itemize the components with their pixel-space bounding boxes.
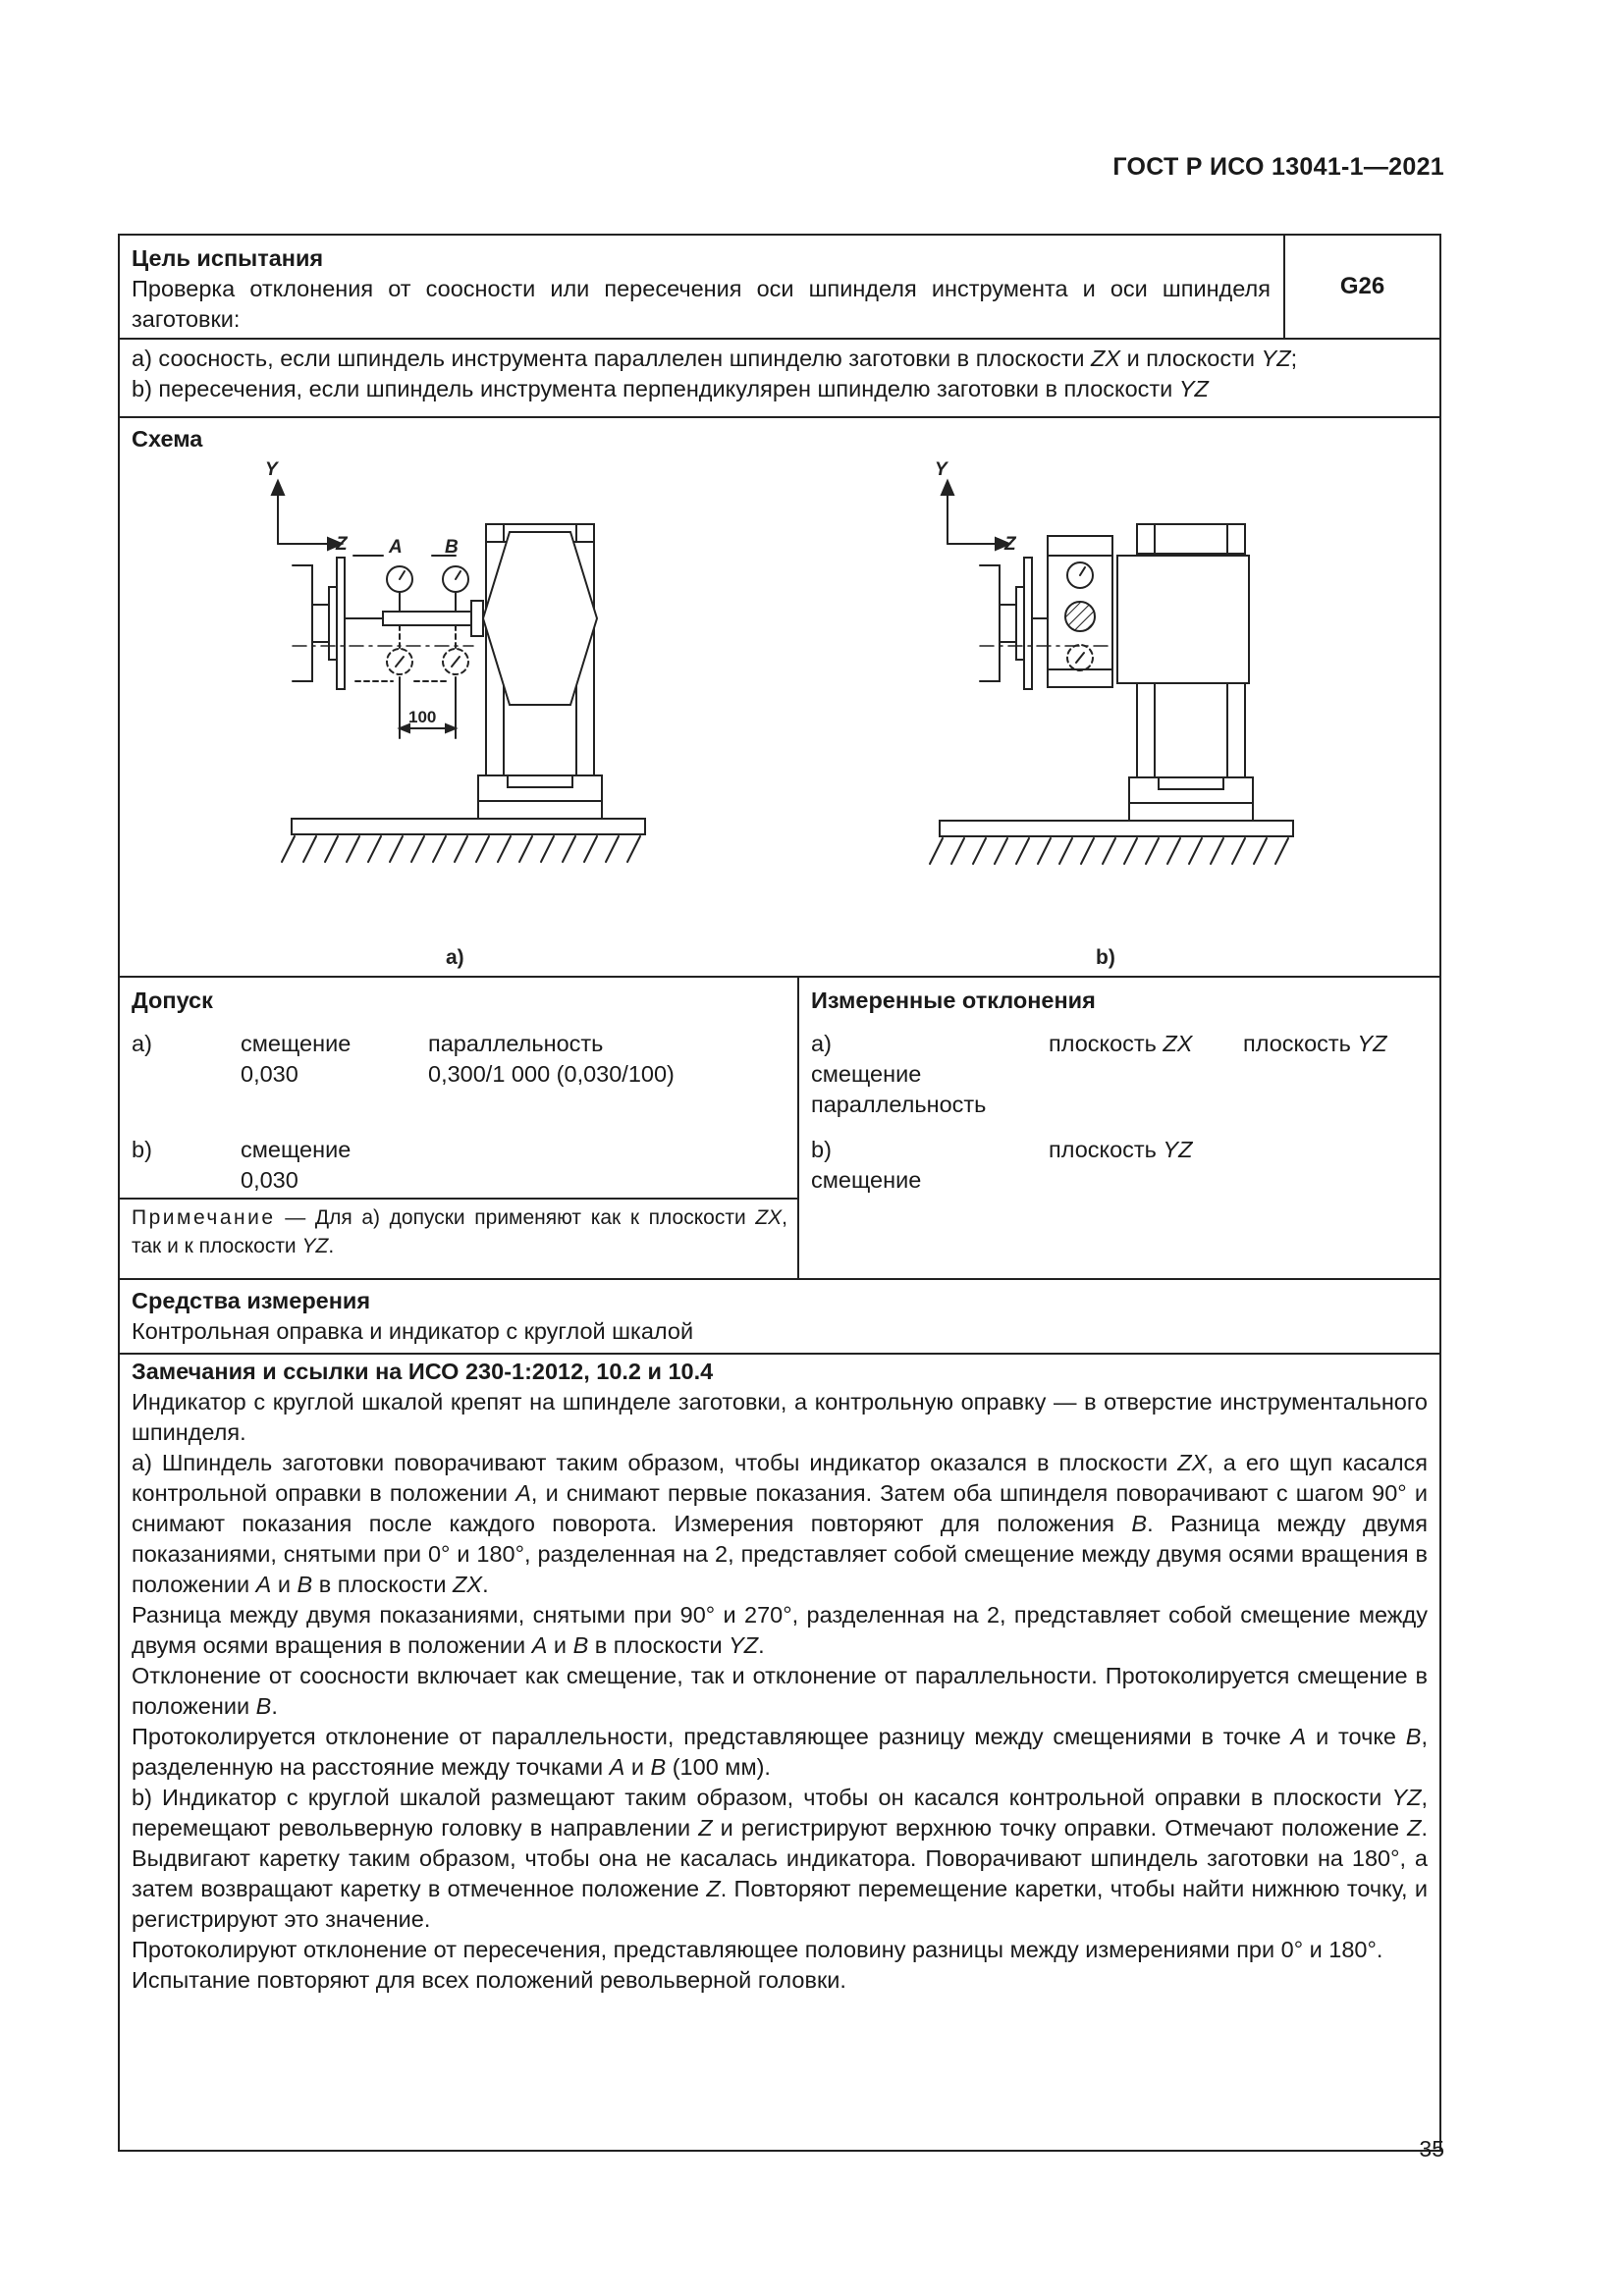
document-code: ГОСТ Р ИСО 13041-1—2021 [1112, 153, 1444, 181]
note-word: Примечание [132, 1206, 276, 1229]
measured-title: Измеренные отклонения [811, 988, 1096, 1013]
dimension-label: 100 [408, 708, 437, 726]
text: , перемещают револьверную головку в направлении [132, 1785, 1428, 1841]
tolerance-a-offset [241, 1029, 351, 1090]
point-b: B [255, 1693, 272, 1719]
remarks-p8: Испытание повторяют для всех положений револьверной головки. [132, 1967, 846, 1993]
plane-zx: ZX [453, 1572, 483, 1597]
axes-a [272, 481, 342, 550]
dial-indicators-bottom-a [355, 625, 468, 681]
remarks-p7: Протоколируют отклонение от пересечения, представляющее половину разницы между измерениями при 0° и 180°. [132, 1937, 1383, 1962]
remarks-title: Замечания и ссылки на ИСО 230-1:2012, 10.2 и 10.4 [132, 1359, 714, 1384]
axis-z-label-b: Z [1004, 534, 1016, 555]
text: . Разница между двумя показаниями, снятыми при 0° и 180°, разделенная на 2, представляет собой смещение между двумя осями вращения в положении [132, 1511, 1428, 1597]
column-divider [797, 978, 799, 1278]
point-a: A [255, 1572, 272, 1597]
measured-a-label: a) [811, 1031, 832, 1056]
tolerance-measured-section [120, 978, 1439, 1278]
dial-indicator-a-top [353, 556, 412, 612]
plane-zx: ZX [1091, 346, 1121, 371]
test-arbor-a [383, 612, 471, 625]
text: , разделенную на расстояние между точками [132, 1724, 1429, 1780]
text: , а его щуп касался контрольной оправки в положении [132, 1450, 1429, 1506]
case-a-end: ; [1290, 346, 1298, 371]
text: в плоскости [588, 1632, 730, 1658]
tolerance-title: Допуск [132, 988, 213, 1013]
parallel-value: 0,300/1 000 (0,030/100) [428, 1061, 675, 1087]
offset-value: 0,030 [241, 1061, 298, 1087]
plane-word: плоскость [1049, 1031, 1164, 1056]
point-a: A [1290, 1724, 1307, 1749]
needle [396, 657, 404, 667]
axis-y-label-a: Y [265, 459, 278, 480]
objective-title: Цель испытания [132, 245, 324, 271]
plane-word: плоскость [1243, 1031, 1358, 1056]
text: Разница между двумя показаниями, снятыми при 90° и 270°, разделенная на 2, представляет собой смещение между двумя осями вращения в положении [132, 1602, 1428, 1658]
text: Отклонение от соосности включает как смещение, так и отклонение от параллельности. Протоколируется смещение в положении [132, 1663, 1428, 1719]
plane-yz: YZ [1391, 1785, 1422, 1810]
measured-a-plane-zx [1049, 1029, 1192, 1059]
point-b: B [650, 1754, 667, 1780]
parallel-label: параллельность [428, 1031, 604, 1056]
note-plane-yz: YZ [301, 1235, 329, 1257]
point-b: B [1405, 1724, 1422, 1749]
plane-yz: YZ [1357, 1031, 1387, 1056]
text: , и снимают первые показания. Затем оба шпинделя поворачивают с шагом 90° и снимают показания после каждого поворота. Измерения повторяют для положения [132, 1480, 1428, 1536]
dial-indicator-b-top [432, 556, 468, 612]
ground-a [282, 834, 645, 862]
needle [1076, 653, 1084, 663]
text: и [547, 1632, 573, 1658]
machine-bed-a [292, 775, 645, 834]
text: и [624, 1754, 651, 1780]
page-number: 35 [1419, 2136, 1444, 2162]
axes-b [942, 481, 1009, 550]
text: . [758, 1632, 765, 1658]
remarks-p3 [132, 1600, 1428, 1661]
plane-zx: ZX [1163, 1031, 1193, 1056]
text: и регистрируют верхнюю точку оправки. Отмечают положение [712, 1815, 1408, 1841]
objective-section [120, 236, 1439, 416]
plane-zx: ZX [1177, 1450, 1208, 1475]
text: . Выдвигают каретку таким образом, чтобы она не касалась индикатора. Поворачивают шпиндель заготовки на 180°, а затем возвращают каретку в отмеченное положение [132, 1815, 1428, 1901]
measured-a-plane-yz [1243, 1029, 1386, 1059]
plane-yz-b: YZ [1178, 376, 1209, 401]
turret-block-b [1117, 556, 1249, 683]
tolerance-a-label: a) [132, 1031, 152, 1056]
measured-b-offset: смещение [811, 1167, 922, 1193]
offset-value: 0,030 [241, 1167, 298, 1193]
measured-b-plane-yz [1049, 1135, 1192, 1165]
diagram-title: Схема [132, 426, 203, 452]
caption-a: a) [446, 946, 464, 969]
tool-holder-a [471, 601, 483, 636]
plane-yz: YZ [1261, 346, 1291, 371]
case-b-line [132, 374, 1432, 404]
tolerance-b-offset [241, 1135, 351, 1196]
needle [452, 657, 460, 667]
point-b: B [1131, 1511, 1148, 1536]
note-end: . [328, 1235, 335, 1257]
remarks-p4 [132, 1661, 1428, 1722]
test-sheet-table [118, 234, 1441, 2152]
diagram-a [265, 459, 645, 969]
remarks-p6 [132, 1783, 1428, 1935]
text: а) Шпиндель заготовки поворачивают таким образом, чтобы индикатор оказался в плоскости [132, 1450, 1178, 1475]
plane-yz: YZ [1163, 1137, 1193, 1162]
text: и [271, 1572, 298, 1597]
objective-cases [132, 344, 1432, 404]
note-mid: , так и к плоскости [132, 1206, 787, 1257]
text: b) Индикатор с круглой шкалой размещают таким образом, чтобы он касался контрольной оправки в плоскости [132, 1785, 1392, 1810]
offset-label: смещение [241, 1031, 352, 1056]
ground-b [930, 836, 1293, 864]
measured-a-offset: смещение [811, 1061, 922, 1087]
tolerance-a-parallel [428, 1029, 675, 1090]
case-a-text: a) соосность, если шпиндель инструмента параллелен шпинделю заготовки в плоскости [132, 346, 1092, 371]
remarks-section [120, 1355, 1439, 1996]
diagram-b [930, 459, 1293, 969]
note-divider [120, 1198, 797, 1200]
needle [1080, 567, 1085, 575]
text: и точке [1306, 1724, 1406, 1749]
diagram-svg [120, 418, 1439, 976]
instruments-title: Средства измерения [132, 1288, 371, 1313]
tolerance-b-label: b) [132, 1137, 152, 1162]
axis-z: Z [706, 1876, 721, 1901]
test-id: G26 [1339, 273, 1385, 299]
note-text: — Для а) допуски применяют как к плоскости [275, 1206, 756, 1229]
caption-b: b) [1096, 946, 1115, 969]
text: . [271, 1693, 278, 1719]
point-b: B [572, 1632, 589, 1658]
axis-z: Z [698, 1815, 713, 1841]
test-id-cell [1283, 236, 1439, 338]
text: . Повторяют перемещение каретки, чтобы найти нижнюю точку, и регистрируют это значение. [132, 1876, 1428, 1932]
instruments-section [120, 1280, 1439, 1355]
instruments-text: Контрольная оправка и индикатор с круглой шкалой [132, 1318, 694, 1344]
measured-a-parallel: параллельность [811, 1092, 987, 1117]
remarks-p2 [132, 1448, 1428, 1600]
turret-hexagon-a [483, 532, 597, 705]
text: . [482, 1572, 489, 1597]
test-arbor-section-b [1065, 602, 1095, 631]
text: в плоскости [312, 1572, 454, 1597]
case-a-mid: и плоскости [1120, 346, 1262, 371]
point-a: A [609, 1754, 625, 1780]
axis-z-label-a: Z [336, 534, 348, 555]
measured-b-label: b) [811, 1137, 832, 1162]
remarks-p5 [132, 1722, 1428, 1783]
tolerance-note [132, 1203, 787, 1260]
plane-yz: YZ [729, 1632, 759, 1658]
offset-label: смещение [241, 1137, 352, 1162]
diagram-section [120, 418, 1439, 976]
axis-y-label-b: Y [935, 459, 947, 480]
case-b-text: b) пересечения, если шпиндель инструмента перпендикулярен шпинделю заготовки в плоскости [132, 376, 1179, 401]
point-a: A [515, 1480, 531, 1506]
point-b: B [297, 1572, 313, 1597]
text: (100 мм). [666, 1754, 771, 1780]
machine-bed-b [940, 777, 1293, 836]
axis-z: Z [1407, 1815, 1422, 1841]
objective-divider [120, 338, 1439, 340]
plane-word: плоскость [1049, 1137, 1164, 1162]
note-plane-zx: ZX [755, 1206, 783, 1229]
point-a: A [531, 1632, 548, 1658]
point-a-label: A [389, 537, 403, 558]
case-a-line [132, 344, 1432, 374]
objective-text: Проверка отклонения от соосности или пересечения оси шпинделя инструмента и оси шпинделя заготовки: [132, 276, 1271, 332]
remarks-p1: Индикатор с круглой шкалой крепят на шпинделе заготовки, а контрольную оправку — в отверстие инструментального шпинделя. [132, 1389, 1428, 1445]
text: Протоколируется отклонение от параллельности, представляющее разницу между смещениями в точке [132, 1724, 1291, 1749]
point-b-label: B [445, 537, 459, 558]
